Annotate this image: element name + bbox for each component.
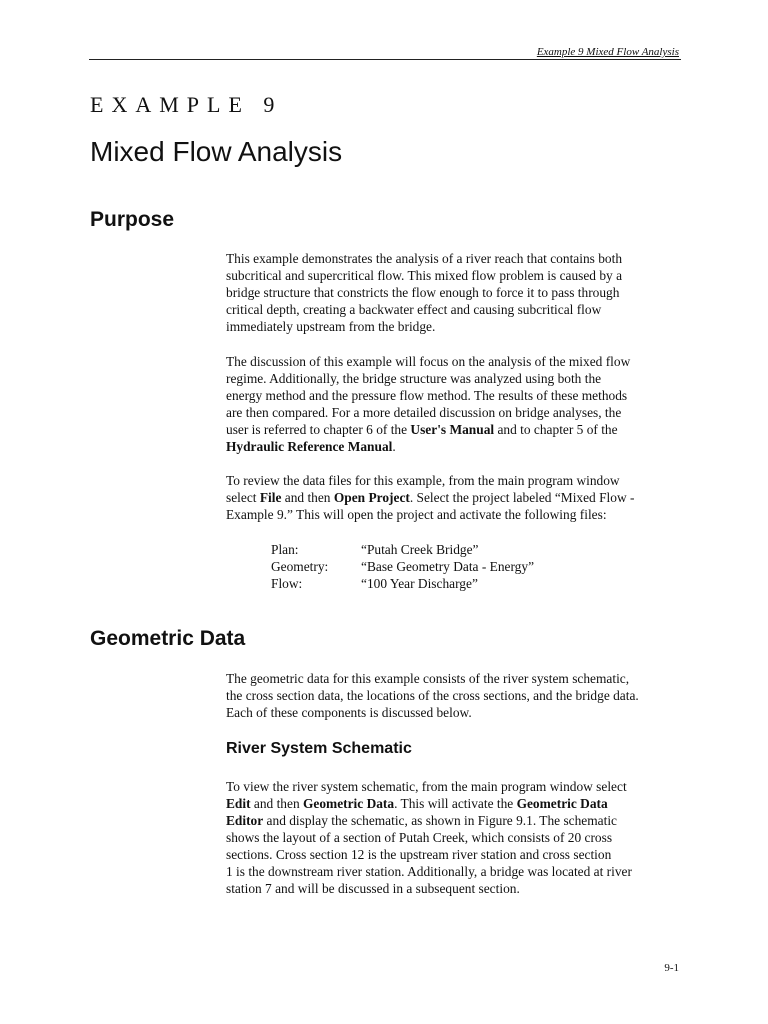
- text-run: . This will activate the: [394, 796, 517, 811]
- file-row-plan: [271, 541, 534, 558]
- header-rule: [89, 59, 681, 60]
- text-line: the cross section data, the locations of the cross sections, and the bridge data.: [226, 688, 639, 703]
- data-files-list: [271, 541, 534, 592]
- text-line: [226, 812, 676, 829]
- text-run: and display the schematic, as shown in Figure 9.1. The schematic: [263, 813, 617, 828]
- running-header: Example 9 Mixed Flow Analysis: [536, 46, 679, 58]
- text-line: To view the river system schematic, from the main program window select: [226, 779, 627, 794]
- river-schematic-paragraph: [226, 778, 676, 897]
- purpose-paragraph-3: [226, 472, 676, 523]
- text-line: [226, 438, 676, 455]
- text-line: subcritical and supercritical flow. This mixed flow problem is caused by a: [226, 268, 623, 283]
- file-value: “100 Year Discharge”: [361, 576, 478, 591]
- text-line: station 7 and will be discussed in a subsequent section.: [226, 881, 520, 896]
- file-menu-ref: File: [259, 490, 282, 505]
- geometric-data-ref: Geometric Data: [303, 796, 395, 811]
- text-line: This example demonstrates the analysis of a river reach that contains both: [226, 251, 623, 266]
- text-line: immediately upstream from the bridge.: [226, 319, 436, 334]
- river-system-schematic-heading: River System Schematic: [226, 740, 412, 757]
- text-line: are then compared. For a more detailed discussion on bridge analyses, the: [226, 405, 622, 420]
- example-label: EXAMPLE 9: [90, 92, 283, 117]
- file-row-flow: [271, 575, 534, 592]
- text-line: 1 is the downstream river station. Additionally, a bridge was located at river: [226, 864, 632, 879]
- page-number: 9-1: [664, 962, 679, 974]
- file-label: Flow:: [271, 576, 303, 591]
- text-line: Each of these components is discussed below.: [226, 705, 472, 720]
- text-line: [226, 489, 676, 506]
- text-line: bridge structure that constricts the flow enough to force it to pass through: [226, 285, 620, 300]
- open-project-ref: Open Project: [333, 490, 410, 505]
- file-row-geometry: [271, 558, 534, 575]
- text-line: [226, 795, 676, 812]
- geometric-data-heading: Geometric Data: [90, 627, 246, 650]
- purpose-paragraph-2: [226, 353, 676, 455]
- users-manual-ref: User's Manual: [410, 422, 495, 437]
- text-line: The discussion of this example will focus on the analysis of the mixed flow: [226, 354, 631, 369]
- text-line: regime. Additionally, the bridge structure was analyzed using both the: [226, 371, 602, 386]
- text-line: Example 9.” This will open the project and activate the following files:: [226, 507, 607, 522]
- text-run: select: [226, 490, 260, 505]
- text-line: critical depth, creating a backwater effect and causing subcritical flow: [226, 302, 602, 317]
- text-line: The geometric data for this example consists of the river system schematic,: [226, 671, 630, 686]
- file-label: Geometry:: [271, 559, 329, 574]
- purpose-paragraph-1: [226, 250, 676, 335]
- text-line: shows the layout of a section of Putah Creek, which consists of 20 cross: [226, 830, 613, 845]
- text-line: To review the data files for this example, from the main program window: [226, 473, 620, 488]
- file-value: “Putah Creek Bridge”: [361, 542, 479, 557]
- text-line: sections. Cross section 12 is the upstream river station and cross section: [226, 847, 612, 862]
- edit-menu-ref: Edit: [226, 796, 251, 811]
- text-run: .: [392, 439, 396, 454]
- geometric-paragraph: [226, 670, 676, 721]
- text-run: user is referred to chapter 6 of the: [226, 422, 411, 437]
- purpose-heading: Purpose: [90, 208, 175, 231]
- geometric-data-editor-ref-cont: Editor: [226, 813, 264, 828]
- page-title: Mixed Flow Analysis: [90, 136, 343, 167]
- text-line: energy method and the pressure flow method. The results of these methods: [226, 388, 628, 403]
- text-run: and then: [250, 796, 303, 811]
- hydraulic-reference-manual-ref: Hydraulic Reference Manual: [226, 439, 393, 454]
- file-label: Plan:: [271, 542, 299, 557]
- text-run: and then: [281, 490, 334, 505]
- text-run: and to chapter 5 of the: [494, 422, 618, 437]
- text-run: . Select the project labeled “Mixed Flow -: [409, 490, 635, 505]
- text-line: [226, 421, 676, 438]
- geometric-data-editor-ref: Geometric Data: [516, 796, 608, 811]
- file-value: “Base Geometry Data - Energy”: [361, 559, 535, 574]
